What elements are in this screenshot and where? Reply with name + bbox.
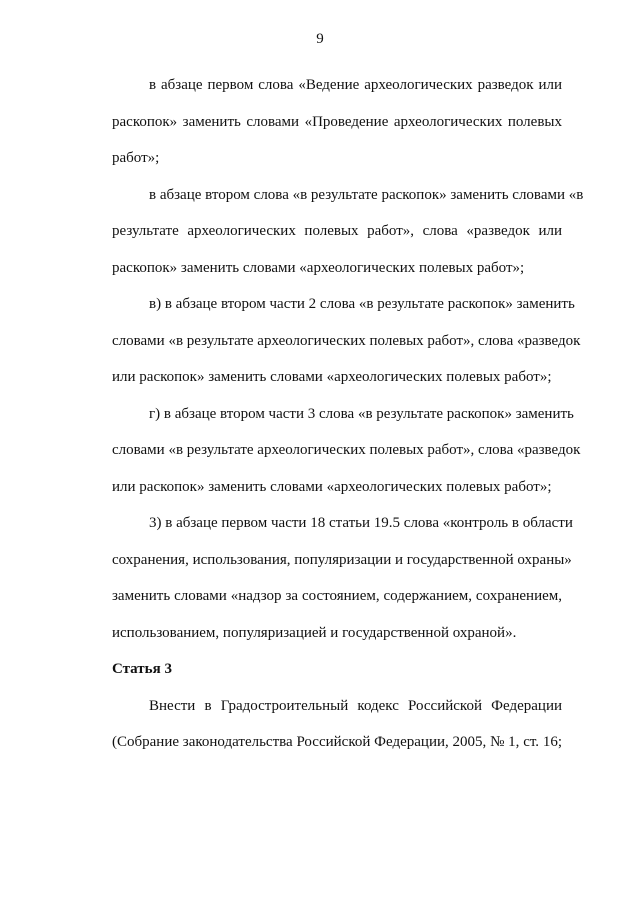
paragraph-4 [75, 396, 581, 506]
paragraph-line: в абзаце втором слова «в результате раскопок» заменить словами «в [149, 186, 584, 203]
page-number: 9 [316, 31, 324, 47]
paragraph-line: словами «в результате археологических полевых работ», слова «разведок [112, 332, 581, 349]
paragraph-line: заменить словами «надзор за состоянием, содержанием, сохранением, [112, 588, 562, 604]
paragraph-line: или раскопок» заменить словами «археологических полевых работ»; [112, 369, 552, 385]
paragraph-line: или раскопок» заменить словами «археологических полевых работ»; [112, 478, 552, 495]
paragraph-line: г) в абзаце втором части 3 слова «в результате раскопок» заменить [149, 405, 574, 422]
paragraph-line: использованием, популяризацией и государственной охраной». [112, 624, 517, 641]
paragraph-line: в абзаце первом слова «Ведение археологических разведок или [149, 77, 562, 93]
paragraph-1 [75, 67, 562, 177]
paragraph-3 [75, 286, 581, 396]
paragraph-line: в) в абзаце втором части 2 слова «в результате раскопок» заменить [149, 296, 575, 312]
paragraph-line: результате археологических полевых работ», слова «разведок или [112, 223, 562, 239]
paragraph-6 [75, 688, 562, 761]
paragraph-line: (Собрание законодательства Российской Федерации, 2005, № 1, ст. 16; [112, 734, 562, 750]
paragraph-2 [75, 177, 584, 287]
paragraph-line: раскопок» заменить словами «археологических полевых работ»; [112, 259, 525, 276]
paragraph-line: Внести в Градостроительный кодекс Российской Федерации [149, 697, 562, 714]
paragraph-line: словами «в результате археологических полевых работ», слова «разведок [112, 442, 581, 458]
paragraph-line: 3) в абзаце первом части 18 статьи 19.5 слова «контроль в области [149, 515, 573, 531]
document-body [75, 67, 584, 761]
paragraph-line: работ»; [112, 150, 160, 166]
article-heading: Статья 3 [112, 661, 172, 677]
paragraph-line: сохранения, использования, популяризации и государственной охраны» [112, 551, 572, 568]
paragraph-line: раскопок» заменить словами «Проведение археологических полевых [112, 113, 562, 130]
paragraph-5 [75, 505, 573, 651]
